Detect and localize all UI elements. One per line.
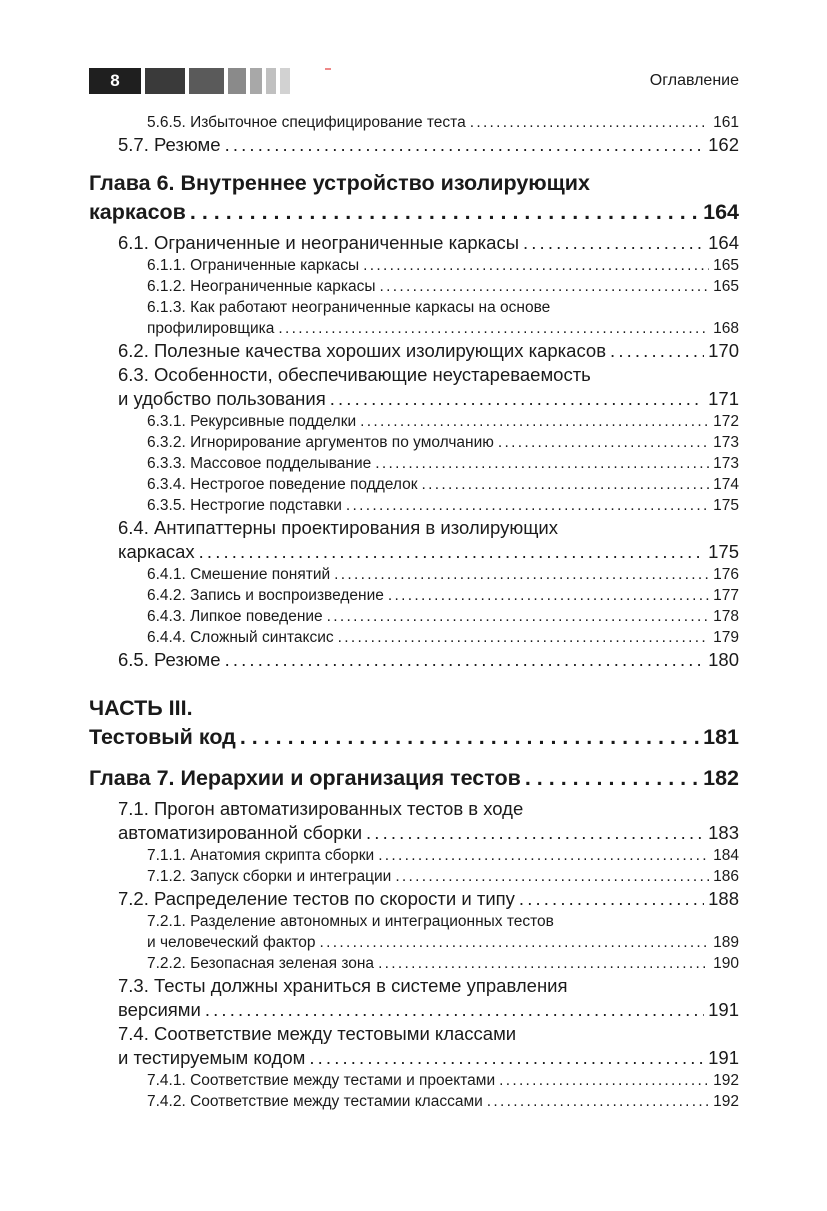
header-bar-5 (266, 68, 276, 94)
toc-entry-title: 7.2.2. Безопасная зеленая зона (147, 955, 375, 972)
dot-leader (610, 339, 704, 363)
header-bar-6 (280, 68, 290, 94)
toc-entry-title: и человеческий фактор (147, 934, 316, 951)
toc-entry-page: 165 (713, 278, 739, 295)
dot-leader (525, 764, 699, 793)
toc-entry-page: 175 (708, 541, 739, 562)
dot-leader (499, 1070, 709, 1091)
toc-entry-page: 188 (708, 888, 739, 909)
toc-entry-title: 6.3.3. Массовое подделывание (147, 455, 372, 472)
toc-entry[interactable] (89, 887, 739, 911)
toc-entry-title: Тестовый код (89, 725, 236, 749)
toc-entry-title: 6.3.2. Игнорирование аргументов по умолчанию (147, 434, 494, 451)
toc-entry-page: 173 (713, 455, 739, 472)
toc-entry-page: 170 (708, 340, 739, 361)
toc-entry-title: 7.1.2. Запуск сборки и интеграции (147, 868, 392, 885)
toc-entry-title: каркасов (89, 200, 186, 224)
toc-entry-title: 7.2. Распределение тестов по скорости и типу (118, 888, 515, 909)
toc-entry[interactable] (89, 648, 739, 672)
toc-entry-line: 7.2.1. Разделение автономных и интеграционных тестов (147, 913, 554, 930)
page-header (89, 68, 739, 94)
toc-entry-title: 7.4.2. Соответствие между тестамии классами (147, 1093, 483, 1110)
dot-leader (225, 133, 705, 157)
toc-entry[interactable] (89, 585, 739, 606)
dot-leader (330, 387, 704, 411)
toc-entry-page: 182 (703, 766, 739, 790)
header-bar-4 (250, 68, 262, 94)
section-title: Оглавление (649, 72, 739, 89)
toc-entry[interactable] (89, 1091, 739, 1112)
toc-entry-title: 7.4.1. Соответствие между тестами и проектами (147, 1072, 496, 1089)
dot-leader (422, 474, 710, 495)
toc-entry-page: 186 (713, 868, 739, 885)
toc-entry[interactable] (89, 231, 739, 255)
toc-entry-page: 174 (713, 476, 739, 493)
dot-leader (523, 231, 704, 255)
dot-leader (278, 318, 709, 339)
toc-entry-title: автоматизированной сборки (118, 822, 363, 843)
toc-entry[interactable] (89, 1070, 739, 1091)
dot-leader (487, 1091, 709, 1112)
toc-entry[interactable] (89, 627, 739, 648)
dot-leader (363, 255, 709, 276)
toc-entry-page: 181 (703, 725, 739, 749)
toc-entry-page: 172 (713, 413, 739, 430)
toc-entry[interactable] (89, 540, 739, 564)
toc-entry-title: 6.3.1. Рекурсивные подделки (147, 413, 357, 430)
dot-leader (470, 112, 709, 133)
toc-entry-line: ЧАСТЬ III. (89, 696, 193, 720)
toc-entry-title: Глава 7. Иерархии и организация тестов (89, 766, 521, 790)
toc-entry-page: 192 (713, 1093, 739, 1110)
toc-entry-title: версиями (118, 999, 201, 1020)
toc-entry-page: 180 (708, 649, 739, 670)
toc-entry[interactable] (89, 998, 739, 1022)
toc-entry[interactable] (89, 845, 739, 866)
toc-entry-page: 179 (713, 629, 739, 646)
toc-entry-line: 7.3. Тесты должны храниться в системе управления (118, 975, 568, 996)
toc-entry-line: Глава 6. Внутреннее устройство изолирующих (89, 171, 590, 195)
toc-entry[interactable] (89, 318, 739, 339)
toc-entry-page: 192 (713, 1072, 739, 1089)
dot-leader (375, 453, 709, 474)
toc-entry-title: 6.3.5. Нестрогие подставки (147, 497, 342, 514)
toc-entry[interactable] (89, 432, 739, 453)
dot-leader (327, 606, 709, 627)
toc-entry[interactable] (89, 276, 739, 297)
toc-entry-title: 6.4.3. Липкое поведение (147, 608, 323, 625)
toc-entry-page: 164 (703, 200, 739, 224)
toc-entry[interactable] (89, 764, 739, 793)
toc-entry[interactable] (89, 387, 739, 411)
dot-leader (338, 627, 710, 648)
toc-entry[interactable] (89, 411, 739, 432)
toc-entry[interactable] (89, 453, 739, 474)
toc-entry[interactable] (89, 339, 739, 363)
dot-leader (380, 276, 710, 297)
toc-entry-page: 173 (713, 434, 739, 451)
dot-leader (320, 932, 710, 953)
toc-entry-title: 6.4.2. Запись и воспроизведение (147, 587, 384, 604)
toc-entry-title: и тестируемым кодом (118, 1047, 306, 1068)
toc-entry-page: 176 (713, 566, 739, 583)
toc-entry-page: 165 (713, 257, 739, 274)
dot-leader (190, 198, 699, 227)
toc-entry-page: 191 (708, 1047, 739, 1068)
toc-entry-title: 5.7. Резюме (118, 134, 221, 155)
toc-entry-title: 6.4.1. Смешение понятий (147, 566, 331, 583)
toc-entry-page: 161 (713, 114, 739, 131)
toc-entry[interactable] (89, 495, 739, 516)
dot-leader (240, 723, 699, 752)
toc-entry-line: 6.4. Антипаттерны проектирования в изолирующих (118, 517, 559, 538)
header-bar-1 (145, 68, 185, 94)
toc-entry[interactable] (89, 606, 739, 627)
dot-leader (395, 866, 709, 887)
decorative-mark (325, 68, 331, 70)
toc-entry-line: 6.3. Особенности, обеспечивающие неустареваемость (118, 364, 591, 385)
toc-entry[interactable] (89, 198, 739, 227)
toc-entry[interactable] (89, 112, 739, 133)
toc-entry-line: 6.1.3. Как работают неограниченные каркасы на основе (147, 299, 551, 316)
toc-entry-title: 6.1.2. Неограниченные каркасы (147, 278, 376, 295)
dot-leader (334, 564, 709, 585)
toc-entry-title: 6.2. Полезные качества хороших изолирующих каркасов (118, 340, 607, 361)
toc-entry-title: 7.1.1. Анатомия скрипта сборки (147, 847, 375, 864)
toc-entry[interactable] (89, 133, 739, 157)
toc-entry-page: 168 (713, 320, 739, 337)
dot-leader (346, 495, 709, 516)
dot-leader (199, 540, 704, 564)
toc-entry-title: 6.3.4. Нестрогое поведение подделок (147, 476, 418, 493)
dot-leader (366, 821, 704, 845)
toc-entry-page: 189 (713, 934, 739, 951)
toc-entry[interactable] (89, 474, 739, 495)
toc-entry-line: 7.1. Прогон автоматизированных тестов в ходе (118, 798, 524, 819)
toc-entry-title: профилировщика (147, 320, 275, 337)
dot-leader (205, 998, 704, 1022)
dot-leader (498, 432, 709, 453)
toc-entry-title: 6.1.1. Ограниченные каркасы (147, 257, 360, 274)
toc-entry-title: 6.1. Ограниченные и неограниченные каркасы (118, 232, 519, 253)
toc-entry[interactable] (89, 1046, 739, 1070)
page-number: 8 (89, 68, 141, 94)
toc-entry-line: 7.4. Соответствие между тестовыми классами (118, 1023, 517, 1044)
toc-entry[interactable] (89, 932, 739, 953)
dot-leader (225, 648, 705, 672)
toc-entry[interactable] (89, 564, 739, 585)
toc-entry-title: 6.5. Резюме (118, 649, 221, 670)
dot-leader (519, 887, 704, 911)
header-bar-2 (189, 68, 224, 94)
dot-leader (388, 585, 709, 606)
toc-entry-page: 178 (713, 608, 739, 625)
toc-entry-title: 6.4.4. Сложный синтаксис (147, 629, 334, 646)
toc-entry-page: 164 (708, 232, 739, 253)
toc-entry-page: 190 (713, 955, 739, 972)
toc-entry-title: каркасах (118, 541, 195, 562)
toc-entry-page: 191 (708, 999, 739, 1020)
toc-entry-page: 183 (708, 822, 739, 843)
toc-entry[interactable] (89, 255, 739, 276)
table-of-contents (89, 112, 739, 1112)
dot-leader (378, 845, 709, 866)
toc-entry-title: 5.6.5. Избыточное специфицирование теста (147, 114, 466, 131)
toc-entry[interactable] (89, 821, 739, 845)
toc-entry-page: 177 (713, 587, 739, 604)
toc-entry-page: 162 (708, 134, 739, 155)
toc-entry[interactable] (89, 866, 739, 887)
toc-entry[interactable] (89, 723, 739, 752)
header-bar-3 (228, 68, 246, 94)
dot-leader (360, 411, 709, 432)
dot-leader (309, 1046, 704, 1070)
dot-leader (378, 953, 709, 974)
toc-entry-page: 175 (713, 497, 739, 514)
toc-entry-title: и удобство пользования (118, 388, 326, 409)
toc-entry-page: 171 (708, 388, 739, 409)
toc-entry-page: 184 (713, 847, 739, 864)
toc-entry[interactable] (89, 953, 739, 974)
